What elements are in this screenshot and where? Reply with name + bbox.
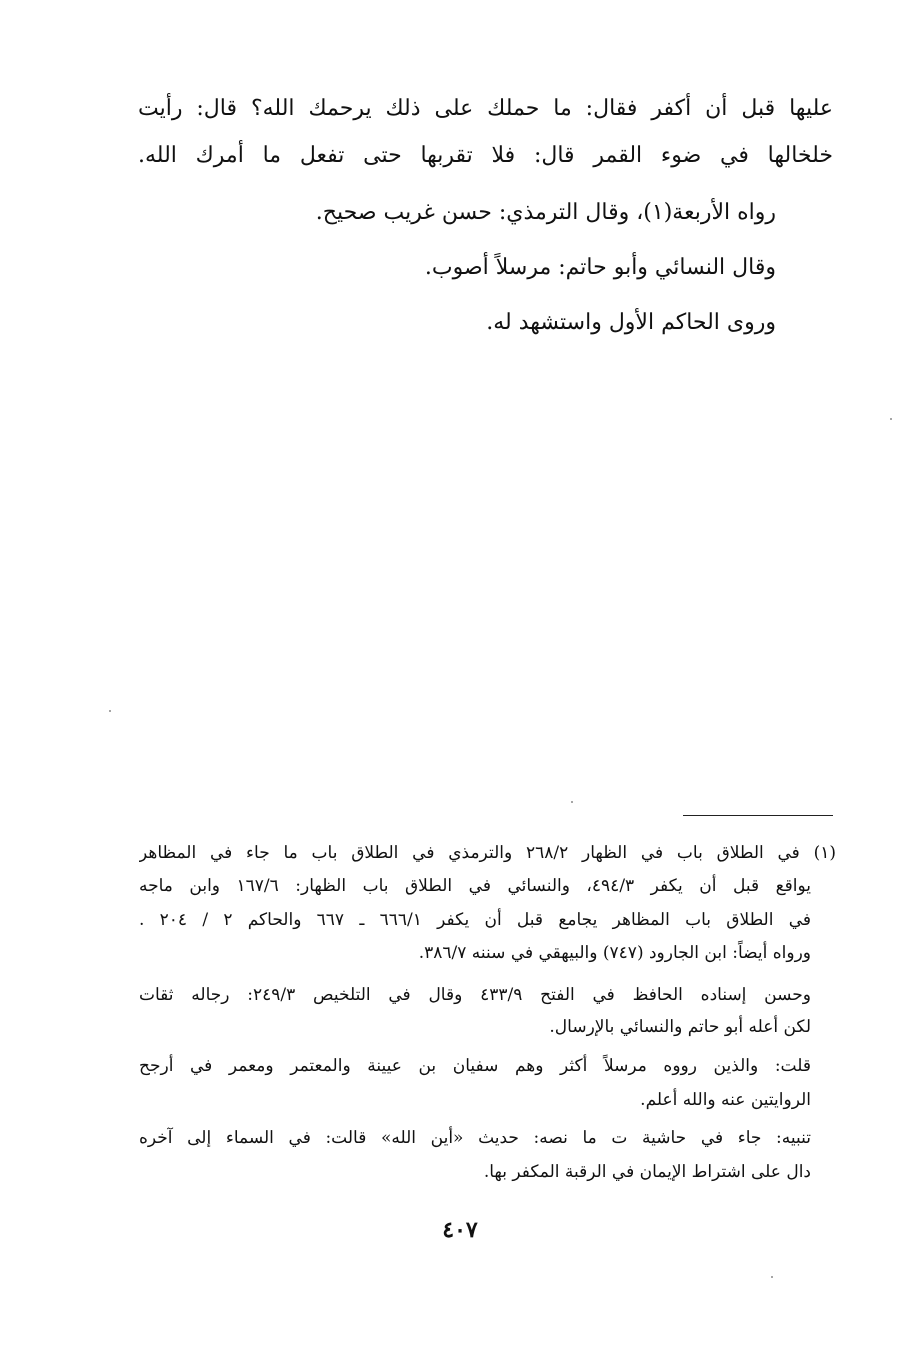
body-line-3: رواه الأربعة(١)، وقال الترمذي: حسن غريب صحيح.	[315, 200, 776, 225]
scan-speck	[109, 710, 111, 712]
footnote-line-8: الروايتين عنه والله أعلم.	[640, 1090, 811, 1110]
scan-speck	[571, 801, 573, 803]
body-line-1: عليها قبل أن أكفر فقال: ما حملك على ذلك يرحمك الله؟ قال: رأيت	[138, 96, 833, 121]
footnote-line-1: (١) في الطلاق باب في الظهار ٢٦٨/٢ والترمذي في الطلاق باب ما جاء في المظاهر	[139, 843, 836, 863]
body-line-2: خلخالها في ضوء القمر قال: فلا تقربها حتى تفعل ما أمرك الله.	[138, 143, 833, 168]
footnote-line-3: في الطلاق باب المظاهر يجامع قبل أن يكفر ٦٦٦/١ ـ ٦٦٧ والحاكم ٢ / ٢٠٤ .	[139, 910, 811, 930]
footnote-line-9: تنبيه: جاء في حاشية ت ما نصه: حديث «أين الله» قالت: في السماء إلى آخره	[139, 1128, 811, 1148]
footnote-line-7: قلت: والذين رووه مرسلاً أكثر وهم سفيان بن عيينة والمعتمر ومعمر في أرجح	[139, 1056, 811, 1076]
page-number: ٤٠٧	[442, 1217, 478, 1243]
body-line-5: وروى الحاكم الأول واستشهد له.	[486, 310, 776, 335]
footnote-line-2: يواقع قبل أن يكفر ٤٩٤/٣، والنسائي في الطلاق باب الظهار: ١٦٧/٦ وابن ماجه	[139, 876, 811, 896]
scan-speck	[771, 1276, 773, 1278]
footnote-line-10: دال على اشتراط الإيمان في الرقبة المكفر بها.	[483, 1162, 811, 1182]
footnote-line-6: لكن أعله أبو حاتم والنسائي بالإرسال.	[549, 1017, 811, 1037]
body-line-4: وقال النسائي وأبو حاتم: مرسلاً أصوب.	[424, 255, 776, 280]
footnote-line-4: ورواه أيضاً: ابن الجارود (٧٤٧) والبيهقي في سننه ٣٨٦/٧.	[418, 943, 811, 963]
footnote-separator	[683, 815, 833, 816]
footnote-line-5: وحسن إسناده الحافظ في الفتح ٤٣٣/٩ وقال في التلخيص ٢٤٩/٣: رجاله ثقات	[139, 985, 811, 1005]
scan-speck	[890, 418, 892, 420]
